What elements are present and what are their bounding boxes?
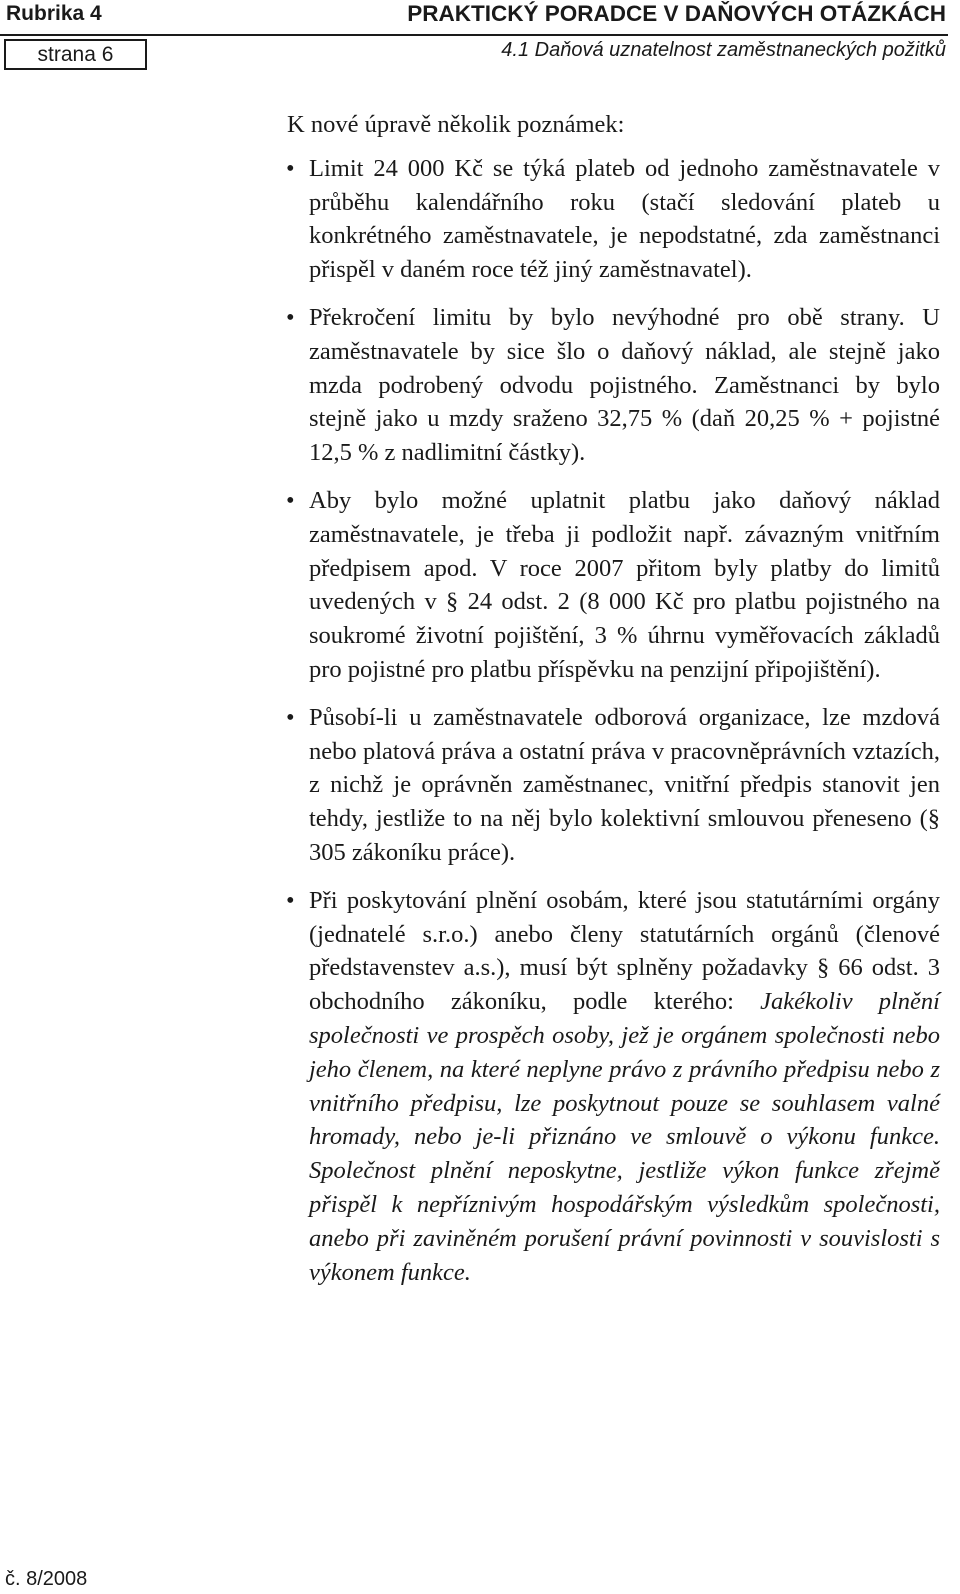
bullet-glyph: • [286, 486, 295, 514]
list-item-text [309, 884, 940, 1290]
rubric-label: Rubrika 4 [6, 2, 102, 25]
list-item [286, 484, 940, 687]
bullet-glyph: • [286, 154, 295, 182]
bullet-glyph: • [286, 303, 295, 331]
list-item-text: Aby bylo možné uplatnit platbu jako daňový náklad zaměstnavatele, je třeba ji podložit např. závazným vnitřním předpisem apod. V roce 2007 přitom byly platby do limitů uvedených v § 24 odst. 2 (8 000 Kč pro platbu pojistného na soukromé životní pojištění, 3 % úhrnu vyměřovacích základů pro pojistné pro platbu příspěvku na penzijní připojištění). [309, 486, 940, 683]
issue-number: č. 8/2008 [5, 1568, 88, 1590]
list-item [286, 884, 940, 1290]
list-item-text: Působí-li u zaměstnavatele odborová organizace, lze mzdová nebo platová práva a ostatní práva v pracovněprávních vztazích, z nichž je oprávněn zaměstnanec, vnitřní předpis stanovit jen tehdy, jestliže to na něj bylo kolektivní smlouvou přeneseno (§ 305 zákoníku práce). [309, 703, 940, 866]
list-item-text: Překročení limitu by bylo nevýhodné pro obě strany. U zaměstnavatele by sice šlo o daňový náklad, ale stejně jako mzda podrobený odvodu pojistného. Zaměstnanci by bylo stejně jako u mzdy sraženo 32,75 % (daň 20,25 % + pojistné 12,5 % z nadlimitní částky). [309, 303, 940, 467]
page-number-box [4, 39, 147, 70]
section-title: 4.1 Daňová uznatelnost zaměstnaneckých požitků [501, 39, 946, 61]
running-title: PRAKTICKÝ PORADCE V DAŇOVÝCH OTÁZKÁCH [407, 1, 946, 26]
law-quote: Jakékoliv plnění společnosti ve prospěch osoby, jež je orgánem společnosti nebo jeho členem, na které neplyne právo z právního předpisu nebo z vnitřního předpisu, lze poskytnout pouze se souhlasem valné hromady, nebo je-li přiznáno ve smlouvě o výkonu funkce. Společnost plnění neposkytne, jestliže výkon funkce zřejmě přispěl k nepříznivým hospodářským výsledkům společnosti, anebo při zaviněném porušení právní povinnosti v souvislosti s výkonem funkce. [309, 988, 940, 1286]
header-rule [0, 34, 948, 36]
list-item [286, 152, 940, 287]
main-text [286, 108, 940, 1303]
bullet-glyph: • [286, 703, 295, 731]
page-number-label: strana 6 [37, 42, 114, 66]
intro-paragraph: K nové úpravě několik poznámek: [287, 111, 625, 138]
list-item [286, 701, 940, 870]
list-item-text: Limit 24 000 Kč se týká plateb od jednoho zaměstnavatele v průběhu kalendářního roku (stačí sledování plateb u konkrétného zaměstnavatele, je nepodstatné, zda zaměstnanci přispěl v daném roce též jiný zaměstnavatel). [309, 154, 940, 284]
bullet-glyph: • [286, 886, 295, 914]
list-item-text-regular: Při poskytování plnění osobám, které jsou statutárními orgány (jednatelé s.r.o.) anebo členy statutárních orgánů (členové představenstev a.s.), musí být splněny požadavky § 66 odst. 3 obchodního zákoníku, podle kterého: [309, 886, 940, 1016]
list-item [286, 301, 940, 470]
